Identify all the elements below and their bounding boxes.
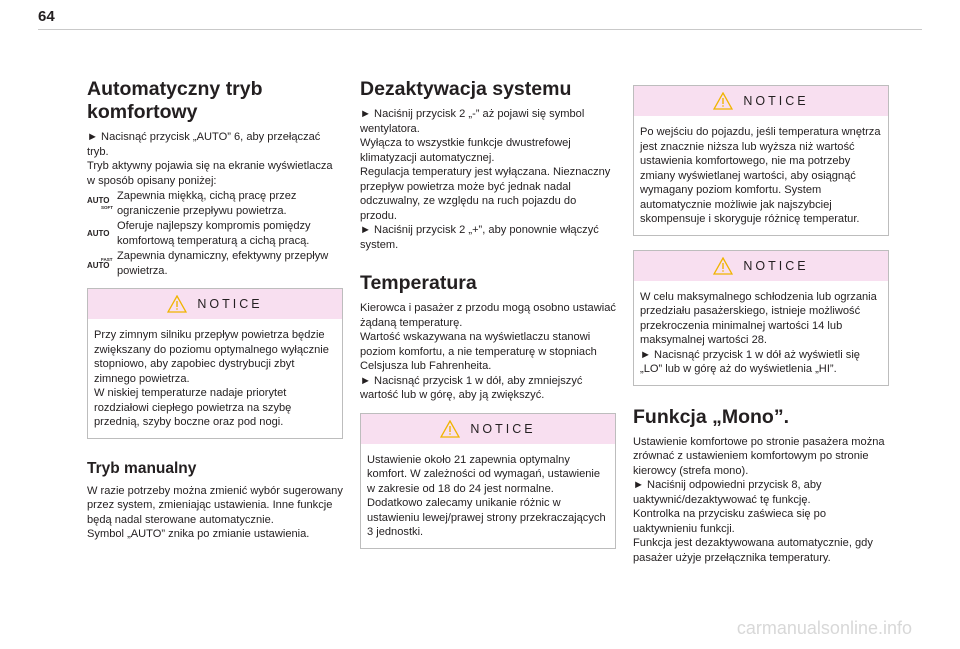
notice-text: Ustawienie około 21 zapewnia optymalny komfort. W zależności od wymagań, ustawienie w zakresie od 18 do 24 jest normalne. Dodatkowo zalecamy unikanie różnic w ustawieniu lewej/prawej strony przekraczających 3 jednostki.	[367, 453, 606, 538]
auto-intro-text: ► Nacisnąć przycisk „AUTO” 6, aby przełączać tryb. Tryb aktywny pojawia się na ekranie wyświetlacza w sposób opisany poniżej:	[87, 131, 333, 187]
warning-icon	[713, 257, 733, 275]
watermark: carmanualsonline.info	[736, 618, 912, 638]
section-title-deactivation: Dezaktywacja systemu	[360, 78, 572, 100]
section-title-manual: Tryb manualny	[87, 459, 197, 477]
mode-normal-text: Oferuje najlepszy kompromis pomiędzy komfortową temperaturą a cichą pracą.	[117, 220, 311, 247]
notice-title: NOTICE	[743, 258, 809, 273]
notice-header	[88, 289, 342, 319]
notice-title: NOTICE	[197, 297, 263, 311]
header-divider	[38, 29, 922, 30]
mode-fast-text: Zapewnia dynamiczny, efektywny przepływ powietrza.	[117, 250, 329, 277]
manual-text: W razie potrzeby można zmienić wybór sugerowany przez system, zmieniając ustawienia. Inne funkcje będą nadal sterowane automatycznie. Symbol „AUTO” znika po zmianie ustawienia.	[87, 484, 343, 540]
notice-box-cold-engine	[87, 288, 343, 439]
page-number: 64	[38, 8, 55, 25]
temperature-text: Kierowca i pasażer z przodu mogą osobno ustawiać żądaną temperaturę. Wartość wskazywana na wyświetlaczu stanowi poziom komfortu, a nie temperaturę w stopniach Celsjusza lub Fahrenheita. ► Nacisnąć przycisk 1 w dół, aby zmniejszyć wartość lub w górę, aby ją zwiększyć.	[360, 302, 616, 401]
notice-title: NOTICE	[470, 421, 536, 436]
mono-text: Ustawienie komfortowe po stronie pasażera można zrównać z ustawieniem komfortowym po stronie kierowcy (strefa mono). ► Naciśnij odpowiedni przycisk 8, aby uaktywnić/dezaktywować tę funkcję. Kontrolka na przycisku zaświeca się po uaktywnieniu funkcji. Funkcja jest dezaktywowana automatycznie, gdy pasażer użyje przełącznika temperatury.	[633, 435, 885, 564]
notice-text: Po wejściu do pojazdu, jeśli temperatura wnętrza jest znacznie niższa lub wyższa niż wartość ustawienia komfortowego, nie ma potrzeby zmiany wyświetlanej wartości, aby osiągnąć wymagany poziom komfortu. System automatycznie możliwie jak najszybciej skompensuje i skoryguje różnicę temperatur.	[640, 126, 881, 225]
column-3	[633, 85, 889, 565]
warning-icon	[713, 92, 733, 110]
warning-icon	[167, 295, 187, 313]
mode-normal	[87, 219, 343, 248]
notice-box-temperature	[360, 413, 616, 549]
auto-fast-icon: FAST AUTO	[87, 257, 113, 270]
section-title-temperature: Temperatura	[360, 272, 477, 294]
auto-icon: AUTO	[87, 228, 110, 238]
notice-box-comfort	[633, 85, 889, 236]
column-2	[360, 78, 616, 549]
notice-text: Przy zimnym silniku przepływ powietrza będzie zwiększany do poziomu optymalnego wyłącznie stopniowo, aby zapobiec dystrybucji zbyt zimnego powietrza. W niskiej temperaturze nadaje priorytet rozdziałowi ciepłego powietrza na szybę przednią, szyby boczne oraz pod nogi.	[94, 329, 329, 428]
warning-icon	[440, 420, 460, 438]
notice-header	[634, 86, 888, 116]
notice-text: W celu maksymalnego schłodzenia lub ogrzania przedziału pasażerskiego, istnieje możliwość przekroczenia minimalnej wartości 14 lub maksymalnej wartości 28. ► Nacisnąć przycisk 1 w dół aż wyświetli się „LO” lub w górę aż do wyświetlenia „HI”.	[640, 290, 877, 375]
notice-header	[361, 414, 615, 444]
notice-title: NOTICE	[743, 94, 809, 108]
notice-box-max-cooling	[633, 250, 889, 386]
auto-soft-icon: AUTO SOFT	[87, 196, 113, 210]
section-title-mono: Funkcja „Mono”.	[633, 405, 789, 428]
mode-fast	[87, 249, 343, 278]
mode-soft	[87, 189, 343, 218]
mode-soft-text: Zapewnia miękką, cichą pracę przez ograniczenie przepływu powietrza.	[117, 190, 297, 217]
section-title-auto-comfort: Automatyczny tryb komfortowy	[87, 78, 263, 123]
column-1	[87, 78, 343, 542]
notice-header	[634, 251, 888, 281]
deactivation-text: ► Naciśnij przycisk 2 „-” aż pojawi się symbol wentylatora. Wyłącza to wszystkie funkcje dwustrefowej klimatyzacji automatycznej. Regulacja temperatury jest wyłączana. Nieznaczny przepływ powietrza może być jednak nadal odczuwalny, ze względu na ruch pojazdu do przodu. ► Naciśnij przycisk 2 „+”, aby ponownie włączyć system.	[360, 108, 611, 251]
